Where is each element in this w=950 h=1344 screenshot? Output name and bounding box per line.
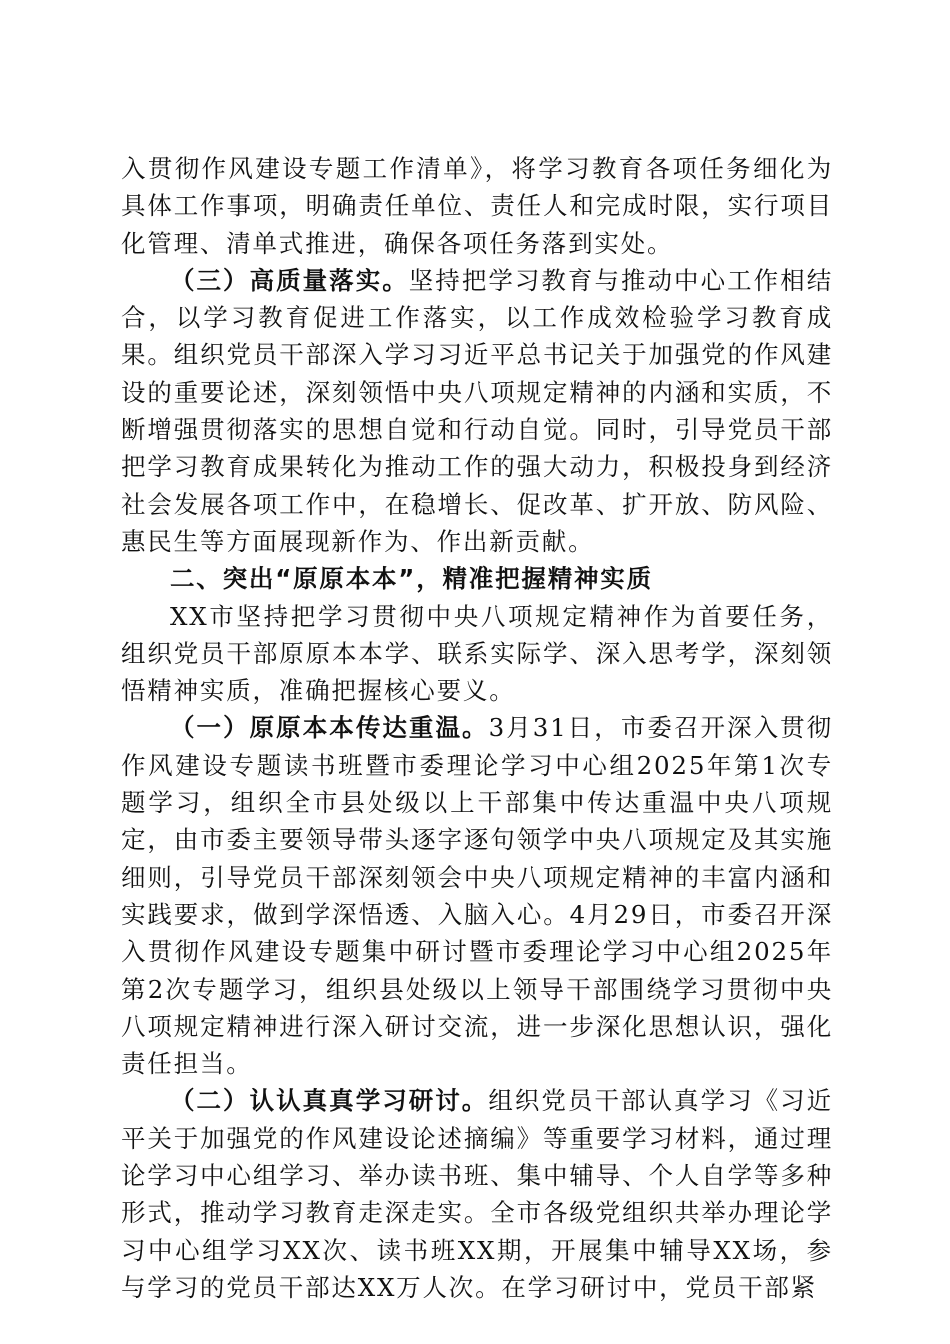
paragraph-lead: （三）高质量落实。 — [170, 265, 409, 295]
paragraph-lead: （二）认认真真学习研讨。 — [170, 1086, 489, 1116]
paragraph-text: XX市坚持把学习贯彻中央八项规定精神作为首要任务，组织党员干部原原本本学、联系实际学、深入思考学，深刻领悟精神实质，准确把握核心要义。 — [121, 601, 833, 706]
section-heading: 二、突出“原原本本”，精准把握精神实质 — [170, 564, 653, 594]
paragraph-continued — [121, 150, 833, 262]
paragraph-section-intro — [121, 598, 833, 710]
paragraph-text: 组织党员干部认真学习《习近平关于加强党的作风建设论述摘编》等重要学习材料，通过理论学习中心组学习、举办读书班、集中辅导、个人自学等多种形式，推动学习教育走深走实。全市各级党组织共举办理论学习中心组学习XX次、读书班XX期，开展集中辅导XX场，参与学习的党员干部达XX万人次。在学习研讨中，党员干部紧 — [121, 1086, 833, 1302]
paragraph-text: 入贯彻作风建设专题工作清单》，将学习教育各项任务细化为具体工作事项，明确责任单位、责任人和完成时限，实行项目化管理、清单式推进，确保各项任务落到实处。 — [121, 154, 833, 258]
document-page — [121, 150, 833, 1306]
paragraph-review-transmission — [121, 709, 833, 1082]
paragraph-text: 坚持把学习教育与推动中心工作相结合，以学习教育促进工作落实，以工作成效检验学习教育成果。组织党员干部深入学习习近平总书记关于加强党的作风建设的重要论述，深刻领悟中央八项规定精神的内涵和实质，不断增强贯彻落实的思想自觉和行动自觉。同时，引导党员干部把学习教育成果转化为推动工作的强大动力，积极投身到经济社会发展各项工作中，在稳增长、促改革、扩开放、防风险、惠民生等方面展现新作为、作出新贡献。 — [121, 265, 833, 556]
paragraph-high-quality-implementation — [121, 262, 833, 560]
paragraph-study-discussion — [121, 1082, 833, 1306]
paragraph-text: 3月31日，市委召开深入贯彻作风建设专题读书班暨市委理论学习中心组2025年第1次专题学习，组织全市县处级以上干部集中传达重温中央八项规定，由市委主要领导带头逐字逐句领学中央八项规定及其实施细则，引导党员干部深刻领会中央八项规定精神的丰富内涵和实践要求，做到学深悟透、入脑入心。4月29日，市委召开深入贯彻作风建设专题集中研讨暨市委理论学习中心组2025年第2次专题学习，组织县处级以上领导干部围绕学习贯彻中央八项规定精神进行深入研讨交流，进一步深化思想认识，强化责任担当。 — [121, 713, 833, 1079]
paragraph-lead: （一）原原本本传达重温。 — [170, 713, 489, 743]
